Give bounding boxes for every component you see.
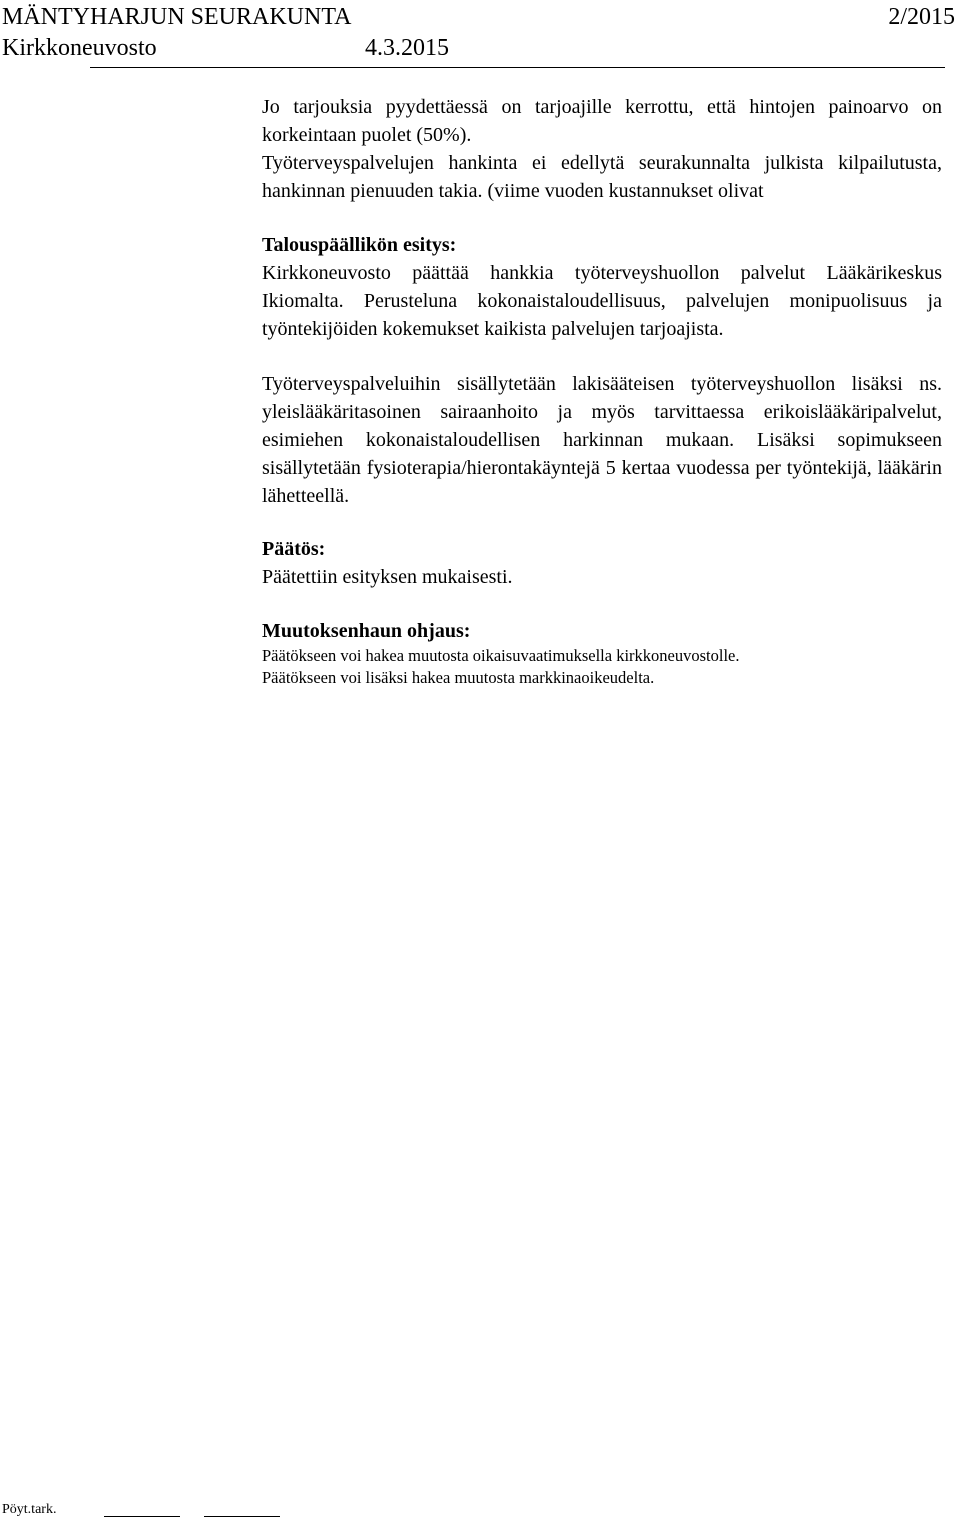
proposal-services-section — [262, 370, 942, 510]
proposal-section — [262, 231, 942, 343]
intro-paragraph-weighting: Jo tarjouksia pyydettäessä on tarjoajille kerrottu, että hintojen painoarvo on korkeintaan puolet (50%). — [262, 96, 942, 146]
intro-section — [262, 93, 942, 205]
minutes-checkers-label: Pöyt.tark. — [2, 1502, 57, 1517]
proposal-heading: Talouspäällikön esitys: — [262, 234, 457, 256]
decision-text: Päätettiin esityksen mukaisesti. — [262, 566, 513, 588]
organization-name: MÄNTYHARJUN SEURAKUNTA — [2, 4, 352, 30]
intro-paragraph-procurement: Työterveyspalvelujen hankinta ei edellytä seurakunnalta julkista kilpailutusta, hankinnan pienuuden takia. (viime vuoden kustannukset olivat — [262, 152, 942, 202]
signature-line-2 — [204, 1516, 280, 1517]
document-number: 2/2015 — [888, 4, 955, 30]
appeal-heading: Muutoksenhaun ohjaus: — [262, 620, 471, 642]
proposal-paragraph-services: Työterveyspalveluihin sisällytetään lakisääteisen työterveyshuollon lisäksi ns. yleislääkäritasoinen sairaanhoito ja myös tarvittaessa erikoislääkäripalvelut, esimiehen kokonaistaloudellisen harkinnan mukaan. Lisäksi sopimukseen sisällytetään fysioterapia/hierontakäyntejä 5 kertaa vuodessa per työntekijä, lääkärin lähetteellä. — [262, 373, 942, 507]
proposal-paragraph-decision: Kirkkoneuvosto päättää hankkia työterveyshuollon palvelut Lääkärikeskus Ikiomalta. Perusteluna kokonaistaloudellisuus, palvelujen monipuolisuus ja työntekijöiden kokemukset kaikista palvelujen tarjoajista. — [262, 262, 942, 340]
appeal-line-rectification: Päätökseen voi hakea muutosta oikaisuvaatimuksella kirkkoneuvostolle. — [262, 646, 740, 665]
appeal-line-market-court: Päätökseen voi lisäksi hakea muutosta markkinaoikeudelta. — [262, 668, 655, 687]
meeting-body: Kirkkoneuvosto — [2, 35, 157, 61]
decision-heading: Päätös: — [262, 538, 326, 560]
header-divider — [90, 67, 945, 68]
decision-section — [262, 535, 942, 591]
meeting-date: 4.3.2015 — [365, 35, 449, 61]
appeal-section — [262, 617, 942, 689]
signature-line-1 — [104, 1516, 180, 1517]
